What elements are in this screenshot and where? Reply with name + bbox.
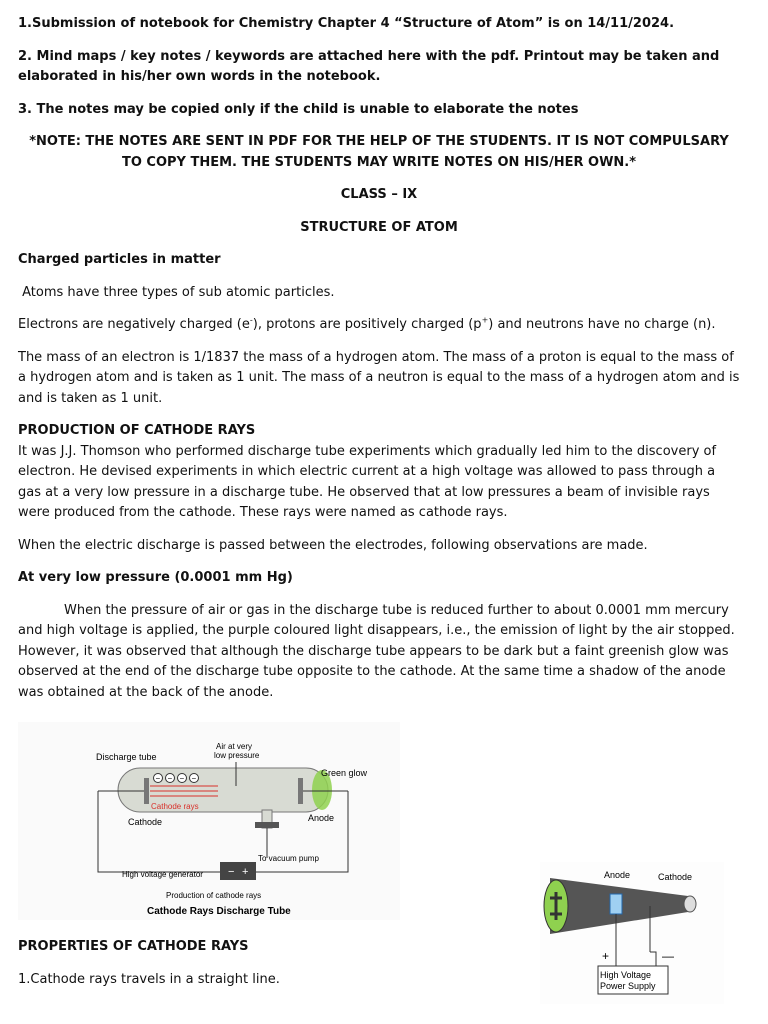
chapter-title: STRUCTURE OF ATOM bbox=[300, 219, 458, 235]
document-body bbox=[18, 14, 740, 703]
superscript: - bbox=[249, 315, 253, 325]
label-cathode-rays: Cathode rays bbox=[151, 802, 199, 811]
label-air-1: Air at very bbox=[216, 742, 253, 751]
cone-tube-figure bbox=[540, 862, 724, 1004]
instruction-1: 1.Submission of notebook for Chemistry Chapter 4 “Structure of Atom” is on 14/11/2024. bbox=[18, 16, 675, 31]
voltage-generator bbox=[220, 862, 256, 880]
label-supply-2: Power Supply bbox=[600, 981, 656, 991]
text-fragment: ), protons are positively charged (p bbox=[252, 317, 482, 332]
svg-text:−: − bbox=[167, 774, 173, 783]
svg-text:−: − bbox=[191, 774, 197, 783]
text-fragment: Electrons are negatively charged (e bbox=[18, 317, 250, 332]
svg-text:−: − bbox=[155, 774, 161, 783]
paragraph-charges bbox=[18, 315, 740, 336]
instruction-2: 2. Mind maps / key notes / keywords are attached here with the pdf. Printout may be taken and elaborated in his/her own words in the notebook. bbox=[18, 48, 720, 84]
paragraph-low-pressure: When the pressure of air or gas in the discharge tube is reduced further to about 0.0001 mm mercury and high voltage is applied, the purple coloured light disappears, i.e., the emission of light by the air stopped. However, it was observed that although the discharge tube appears to be dark but a faint greenish glow was observed at the end of the discharge tube opposite to the cathode. At the same time a shadow of the anode was obtained at the back of the anode. bbox=[18, 602, 735, 700]
discharge-tube-figure bbox=[18, 722, 400, 920]
text-fragment: ) and neutrons have no charge (n). bbox=[488, 317, 716, 332]
label-vacuum-pump: To vacuum pump bbox=[258, 854, 319, 863]
label-air-2: low pressure bbox=[214, 751, 260, 760]
label-anode: Anode bbox=[604, 870, 631, 880]
superscript: + bbox=[481, 315, 489, 325]
label-green-glow: Green glow bbox=[321, 768, 368, 778]
paragraph-thomson: It was J.J. Thomson who performed discharge tube experiments which gradually led him to the discovery of electron. He devised experiments in which electric current at a high voltage was allowed to pass through a gas at a very low pressure in a discharge tube. He observed that at low pressures a beam of invisible rays were produced from the cathode. These rays were named as cathode rays. bbox=[18, 443, 717, 520]
glass-tube bbox=[118, 768, 328, 812]
anode-plate bbox=[298, 778, 303, 804]
label-cathode: Cathode bbox=[128, 817, 163, 827]
instruction-3: 3. The notes may be copied only if the child is unable to elaborate the notes bbox=[18, 101, 579, 117]
label-cathode: Cathode bbox=[658, 872, 693, 882]
cathode-wire-elbow bbox=[650, 952, 656, 966]
section-heading-charged-particles: Charged particles in matter bbox=[18, 252, 221, 267]
label-plus: + bbox=[602, 949, 610, 963]
svg-text:−: − bbox=[179, 774, 185, 783]
paragraph-discharge: When the electric discharge is passed between the electrodes, following observations are made. bbox=[18, 537, 648, 553]
figure-caption-2: Cathode Rays Discharge Tube bbox=[147, 906, 291, 917]
property-straight-line: 1.Cathode rays travels in a straight line. bbox=[18, 972, 280, 987]
paragraph-subatomic: Atoms have three types of sub atomic particles. bbox=[18, 284, 335, 300]
maltese-cross-anode bbox=[610, 894, 622, 914]
section-heading-cathode-rays: PRODUCTION OF CATHODE RAYS bbox=[18, 423, 256, 438]
cone-tube-diagram bbox=[540, 862, 724, 1004]
section-heading-properties: PROPERTIES OF CATHODE RAYS bbox=[18, 939, 249, 954]
note: *NOTE: THE NOTES ARE SENT IN PDF FOR THE HELP OF THE STUDENTS. IT IS NOT COMPULSARY TO COPY THEM. THE STUDENTS MAY WRITE NOTES ON HIS/HER OWN.* bbox=[29, 134, 729, 170]
paragraph-mass: The mass of an electron is 1/1837 the mass of a hydrogen atom. The mass of a proton is equal to the mass of a hydrogen atom and is taken as 1 unit. The mass of a neutron is equal to the mass of a hydrogen atom and is and is taken as 1 unit. bbox=[18, 349, 740, 406]
cathode-plate bbox=[144, 778, 149, 804]
generator-plus: + bbox=[242, 866, 249, 878]
label-anode: Anode bbox=[308, 813, 335, 823]
generator-minus: − bbox=[228, 866, 235, 878]
stopcock bbox=[255, 822, 279, 828]
label-minus: — bbox=[662, 949, 674, 963]
discharge-tube-diagram bbox=[18, 722, 400, 920]
figure-caption-1: Production of cathode rays bbox=[166, 891, 262, 900]
subheading-low-pressure: At very low pressure (0.0001 mm Hg) bbox=[18, 570, 293, 585]
label-generator: High voltage generator bbox=[122, 870, 203, 879]
class-label: CLASS – IX bbox=[340, 187, 418, 202]
label-discharge-tube: Discharge tube bbox=[96, 752, 157, 762]
label-supply-1: High Voltage bbox=[600, 970, 652, 980]
cathode-end bbox=[684, 896, 696, 912]
